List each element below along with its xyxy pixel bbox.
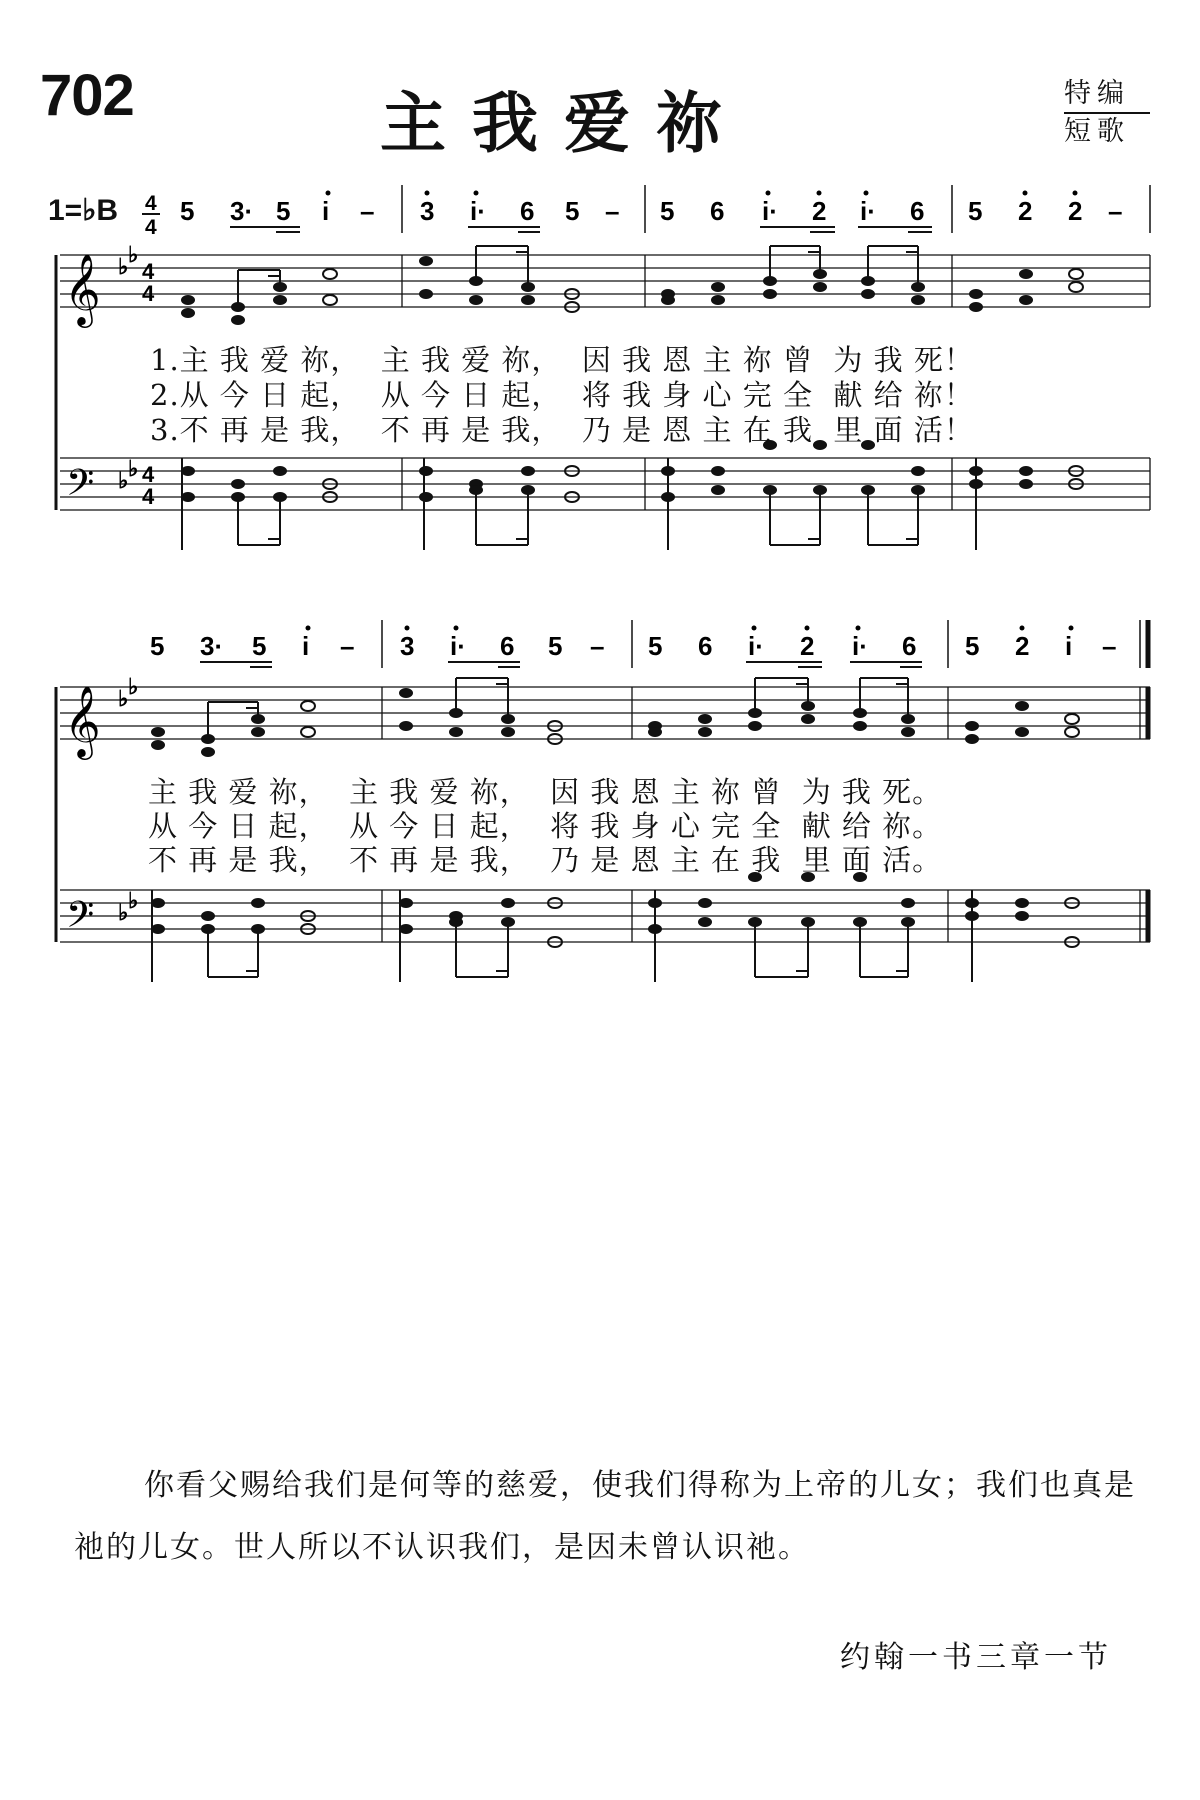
svg-text:5: 5 bbox=[252, 631, 267, 661]
svg-text:5: 5 bbox=[965, 631, 980, 661]
svg-text:♭: ♭ bbox=[118, 900, 129, 925]
svg-text:4: 4 bbox=[142, 462, 155, 487]
svg-text:♭: ♭ bbox=[128, 674, 139, 699]
svg-text:♭: ♭ bbox=[128, 456, 139, 481]
tag-top: 特编 bbox=[1064, 76, 1150, 114]
svg-text:5: 5 bbox=[150, 631, 165, 661]
lyric-verse-2-repeat: 从 今 日 起， 从 今 日 起， 将 我 身 心 完 全 献 给 祢。 bbox=[148, 809, 943, 843]
svg-text:i: i bbox=[1065, 631, 1073, 661]
scripture-reference: 约翰一书三章一节 bbox=[840, 1640, 1112, 1675]
svg-text:5: 5 bbox=[548, 631, 563, 661]
hymn-number: 702 bbox=[40, 63, 134, 128]
svg-text:5: 5 bbox=[276, 196, 291, 226]
svg-text:i·: i· bbox=[860, 196, 876, 226]
svg-text:♭: ♭ bbox=[128, 242, 139, 267]
svg-text:6: 6 bbox=[520, 196, 535, 226]
lyric-verse-3-repeat: 不 再 是 我， 不 再 是 我， 乃 是 恩 主 在 我 里 面 活。 bbox=[148, 843, 943, 877]
svg-text:5: 5 bbox=[180, 196, 195, 226]
svg-text:4: 4 bbox=[142, 259, 155, 284]
svg-text:2: 2 bbox=[1018, 196, 1033, 226]
lyric-verse-1-repeat: 主 我 爱 祢， 主 我 爱 祢， 因 我 恩 主 祢 曾 为 我 死。 bbox=[148, 775, 943, 809]
svg-text:i·: i· bbox=[470, 196, 486, 226]
svg-text:5: 5 bbox=[968, 196, 983, 226]
svg-text:i: i bbox=[322, 196, 330, 226]
svg-text:3·: 3· bbox=[230, 196, 254, 226]
svg-text:2: 2 bbox=[1015, 631, 1030, 661]
svg-text:–: – bbox=[1108, 196, 1123, 226]
svg-text:♭: ♭ bbox=[128, 888, 139, 913]
hymn-title: 主我爱祢 bbox=[380, 85, 748, 162]
svg-text:–: – bbox=[340, 631, 355, 661]
lyric-verse-3: 3.不 再 是 我， 不 再 是 我， 乃 是 恩 主 在 我 里 面 活！ bbox=[150, 413, 974, 447]
hymn-tags bbox=[1064, 76, 1150, 150]
svg-text:♭: ♭ bbox=[118, 468, 129, 493]
svg-text:5: 5 bbox=[660, 196, 675, 226]
svg-text:–: – bbox=[590, 631, 605, 661]
svg-text:♭: ♭ bbox=[118, 254, 129, 279]
svg-text:i·: i· bbox=[852, 631, 868, 661]
svg-text:–: – bbox=[605, 196, 620, 226]
key-signature: 1=♭B bbox=[48, 194, 119, 227]
svg-text:4: 4 bbox=[145, 216, 157, 236]
treble-clef-icon: 𝄞 bbox=[64, 252, 101, 325]
svg-text:3: 3 bbox=[420, 196, 435, 226]
numbered-notation-line-1 bbox=[0, 175, 1200, 245]
treble-clef-icon: 𝄞 bbox=[64, 684, 101, 757]
svg-text:5: 5 bbox=[648, 631, 663, 661]
svg-text:6: 6 bbox=[910, 196, 925, 226]
svg-text:2: 2 bbox=[800, 631, 815, 661]
svg-text:6: 6 bbox=[500, 631, 515, 661]
svg-text:6: 6 bbox=[902, 631, 917, 661]
numbered-notation-line-2 bbox=[0, 610, 1200, 680]
svg-text:4: 4 bbox=[145, 192, 157, 215]
svg-text:2: 2 bbox=[812, 196, 827, 226]
svg-text:–: – bbox=[1102, 631, 1117, 661]
bass-clef-icon: 𝄢 bbox=[66, 894, 95, 945]
lyric-verse-1: 1.主 我 爱 祢， 主 我 爱 祢， 因 我 恩 主 祢 曾 为 我 死！ bbox=[150, 343, 974, 377]
scripture-verse: 你看父赐给我们是何等的慈爱，使我们得称为上帝的儿女；我们也真是祂的儿女。世人所以不认识我们，是因未曾认识祂。 bbox=[74, 1468, 1136, 1565]
svg-text:4: 4 bbox=[142, 484, 155, 509]
svg-text:i·: i· bbox=[748, 631, 764, 661]
svg-text:6: 6 bbox=[698, 631, 713, 661]
svg-text:3·: 3· bbox=[200, 631, 224, 661]
svg-text:2: 2 bbox=[1068, 196, 1083, 226]
svg-text:i·: i· bbox=[762, 196, 778, 226]
svg-text:♭: ♭ bbox=[118, 686, 129, 711]
lyric-verse-2: 2.从 今 日 起， 从 今 日 起， 将 我 身 心 完 全 献 给 祢！ bbox=[150, 378, 974, 412]
tag-bottom: 短歌 bbox=[1064, 116, 1130, 147]
svg-text:–: – bbox=[360, 196, 375, 226]
svg-text:4: 4 bbox=[142, 281, 155, 306]
svg-text:6: 6 bbox=[710, 196, 725, 226]
svg-text:i·: i· bbox=[450, 631, 466, 661]
svg-text:3: 3 bbox=[400, 631, 415, 661]
svg-text:i: i bbox=[302, 631, 310, 661]
bass-clef-icon: 𝄢 bbox=[66, 462, 95, 513]
svg-text:5: 5 bbox=[565, 196, 580, 226]
